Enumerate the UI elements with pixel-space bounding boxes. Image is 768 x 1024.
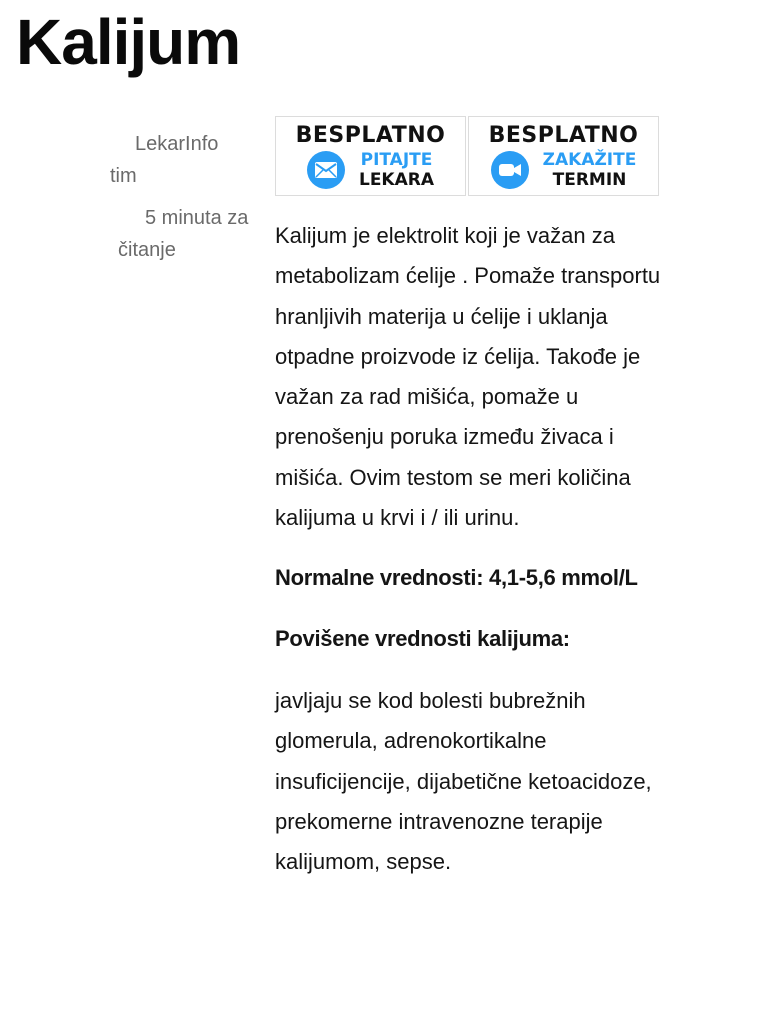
banner-heading: BESPLATNO	[295, 123, 446, 148]
envelope-icon	[307, 151, 345, 189]
raised-values-text: javljaju se kod bolesti bubrežnih glomerula, adrenokortikalne insuficijencije, dijabetične ketoacidoze, prekomerne intravenozne terapije kalijumom, sepse.	[275, 687, 652, 875]
banner-text	[359, 150, 434, 190]
article-body	[275, 216, 665, 882]
banner-text	[543, 150, 637, 190]
normal-values: Normalne vrednosti: 4,1-5,6 mmol/L	[275, 565, 638, 591]
banner-heading: BESPLATNO	[488, 123, 639, 148]
banner-line1: PITAJTE	[360, 150, 433, 170]
read-time: 5 minuta za čitanje	[118, 207, 249, 261]
banner-row	[307, 150, 434, 190]
page-title: Kalijum	[16, 6, 241, 78]
banner-line1: ZAKAŽITE	[542, 150, 637, 170]
banner-row	[491, 150, 637, 190]
ask-doctor-banner[interactable]	[275, 116, 466, 196]
raised-values-heading: Povišene vrednosti kalijuma:	[275, 625, 570, 651]
banner-line2: TERMIN	[552, 170, 627, 190]
banner-line2: LEKARA	[358, 170, 435, 190]
video-camera-icon	[491, 151, 529, 189]
book-appointment-banner[interactable]	[468, 116, 659, 196]
promo-banners	[275, 116, 659, 196]
article-intro: Kalijum je elektrolit koji je važan za metabolizam ćelije . Pomaže transportu hranljivih materija u ćelije i uklanja otpadne proizvode iz ćelija. Takođe je važan za rad mišića, pomaže u prenošenju poruka između živaca i mišića. Ovim testom se meri količina kalijuma u krvi i / ili urinu.	[275, 223, 661, 531]
author-name[interactable]: LekarInfo tim	[110, 133, 219, 187]
